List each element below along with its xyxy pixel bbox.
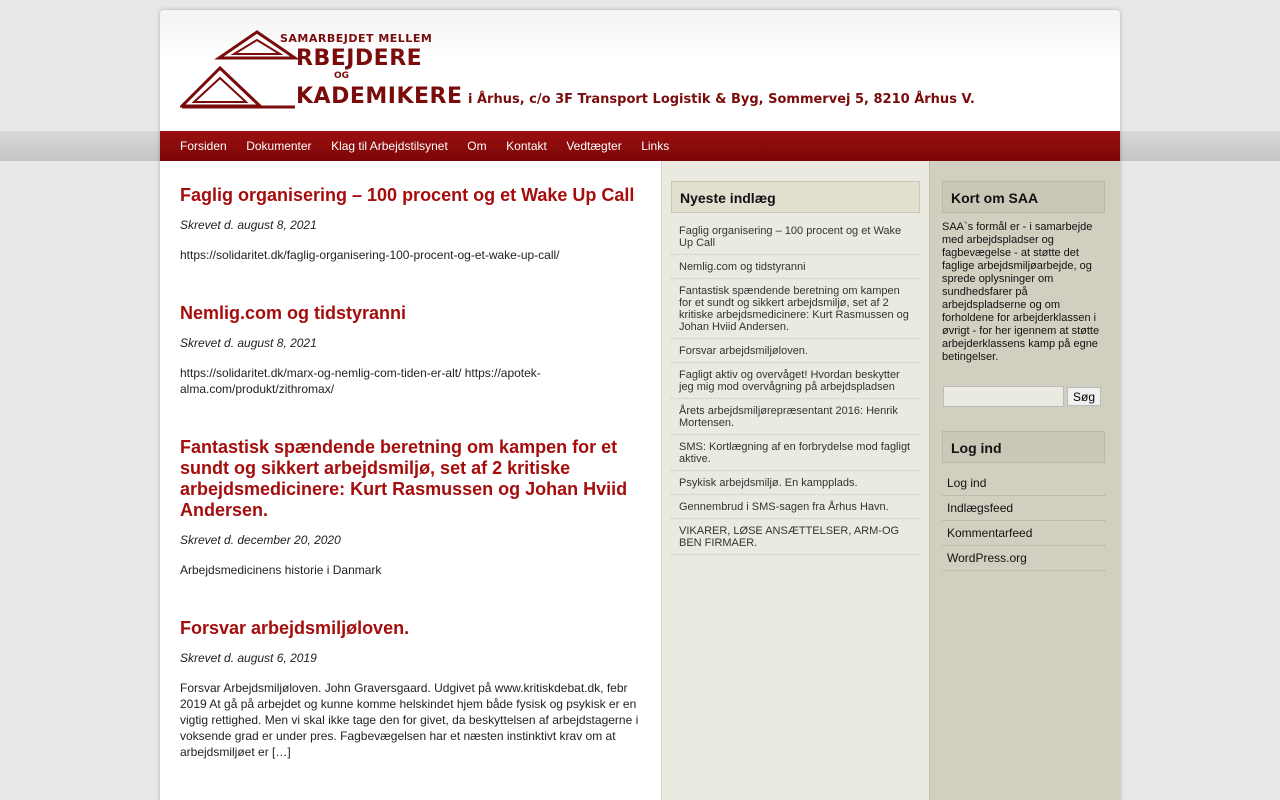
entries-feed-link[interactable]: Indlægsfeed [942, 496, 1105, 521]
post [180, 437, 645, 578]
post-excerpt: Arbejdsmedicinens historie i Danmark [180, 563, 382, 577]
recent-post-link[interactable]: SMS: Kortlægning af en forbrydelse mod fagligt aktive. [671, 435, 920, 471]
post-excerpt: Forsvar Arbejdsmiljøloven. John Graversgaard. Udgivet på www.kritiskdebat.dk, febr 2019 At gå på arbejdet og kunne komme helskindet hjem både fysisk og psykisk er en vigtig rettighed. Men vi skal ikke tage den for givet, da beskyttelsen af arbejdstagerne i voksende grad er under pres. Fagbevægelsen har et næsten instinktivt krav om at arbejdsmiljøet er […] [180, 681, 639, 759]
search-form [943, 386, 1105, 407]
login-link[interactable]: Log ind [942, 471, 1105, 496]
post-title-link[interactable]: Nemlig.com og tidstyranni [180, 303, 407, 323]
nav-item-forsiden[interactable]: Forsiden [180, 139, 227, 153]
recent-post-link[interactable]: Forsvar arbejdsmiljøloven. [671, 339, 920, 363]
post-title-link[interactable]: Fantastisk spændende beretning om kampen for et sundt og sikkert arbejdsmiljø, set af 2 kritiske arbejdsmedicinere: Kurt Rasmussen og Johan Hviid Andersen. [180, 437, 628, 520]
about-title: Kort om SAA [942, 181, 1105, 213]
recent-post-link[interactable]: VIKARER, LØSE ANSÆTTELSER, ARM-OG BEN FIRMAER. [671, 519, 920, 555]
post-excerpt: https://solidaritet.dk/marx-og-nemlig-com-tiden-er-alt/ https://apotek-alma.com/produkt/zithromax/ [180, 366, 541, 396]
search-button[interactable]: Søg [1067, 387, 1101, 406]
post [180, 303, 645, 397]
page-container [160, 10, 1120, 800]
post-date: Skrevet d. august 8, 2021 [180, 336, 317, 350]
post-date: Skrevet d. august 8, 2021 [180, 218, 317, 232]
post-date: Skrevet d. august 6, 2019 [180, 651, 317, 665]
post [180, 618, 645, 760]
recent-posts-sidebar [661, 161, 929, 800]
about-text: SAA`s formål er - i samarbejde med arbejdspladser og fagbevægelse - at støtte det faglige arbejdsmiljøarbejde, og sprede oplysninger om sundhedsfarer på arbejdspladserne og om forholdene for arbejderklassen i øvrigt - for her igennem at støtte arbejderklassens kamp på egne betingelser. [942, 221, 1100, 363]
header-address: i Århus, c/o 3F Transport Logistik & Byg, Sommervej 5, 8210 Århus V. [468, 92, 975, 107]
recent-posts-list [671, 221, 920, 555]
post-excerpt: https://solidaritet.dk/faglig-organisering-100-procent-og-et-wake-up-call/ [180, 248, 560, 262]
nav-item-kontakt[interactable]: Kontakt [506, 139, 547, 153]
recent-post-link[interactable]: Nemlig.com og tidstyranni [671, 255, 920, 279]
post [180, 185, 645, 263]
comments-feed-link[interactable]: Kommentarfeed [942, 521, 1105, 546]
recent-posts-title: Nyeste indlæg [671, 181, 920, 213]
recent-post-link[interactable]: Fagligt aktiv og overvåget! Hvordan beskytter jeg mig mod overvågning på arbejdspladsen [671, 363, 920, 399]
nav-item-klag[interactable]: Klag til Arbejdstilsynet [331, 139, 448, 153]
logo-tagline: SAMARBEJDET MELLEM [280, 32, 433, 45]
recent-post-link[interactable]: Fantastisk spændende beretning om kampen for et sundt og sikkert arbejdsmiljø, set af 2 kritiske arbejdsmedicinere: Kurt Rasmussen og Johan Hviid Andersen. [671, 279, 920, 339]
logo-word-arbejdere: RBEJDERE [296, 46, 423, 71]
nav-item-om[interactable]: Om [467, 139, 487, 153]
nav-item-dokumenter[interactable]: Dokumenter [246, 139, 312, 153]
logo-word-akademikere: KADEMIKERE [296, 84, 463, 109]
post-list [180, 161, 645, 760]
logo-word-og: OG [334, 71, 350, 81]
site-header [160, 10, 1120, 131]
about-sidebar [929, 161, 1120, 800]
post-date: Skrevet d. december 20, 2020 [180, 533, 341, 547]
site-logo[interactable] [180, 30, 463, 110]
nav-item-vedtaegter[interactable]: Vedtægter [566, 139, 622, 153]
post-title-link[interactable]: Faglig organisering – 100 procent og et Wake Up Call [180, 185, 635, 205]
recent-post-link[interactable]: Psykisk arbejdsmiljø. En kampplads. [671, 471, 920, 495]
login-list [942, 471, 1105, 571]
recent-post-link[interactable]: Faglig organisering – 100 procent og et Wake Up Call [671, 221, 920, 255]
recent-post-link[interactable]: Gennembrud i SMS-sagen fra Århus Havn. [671, 495, 920, 519]
post-title-link[interactable]: Forsvar arbejdsmiljøloven. [180, 618, 410, 638]
nav-item-links[interactable]: Links [641, 139, 670, 153]
wordpress-link[interactable]: WordPress.org [942, 546, 1105, 571]
search-input[interactable] [943, 386, 1064, 407]
main-nav [160, 131, 1120, 161]
login-title: Log ind [942, 431, 1105, 463]
recent-post-link[interactable]: Årets arbejdsmiljørepræsentant 2016: Henrik Mortensen. [671, 399, 920, 435]
